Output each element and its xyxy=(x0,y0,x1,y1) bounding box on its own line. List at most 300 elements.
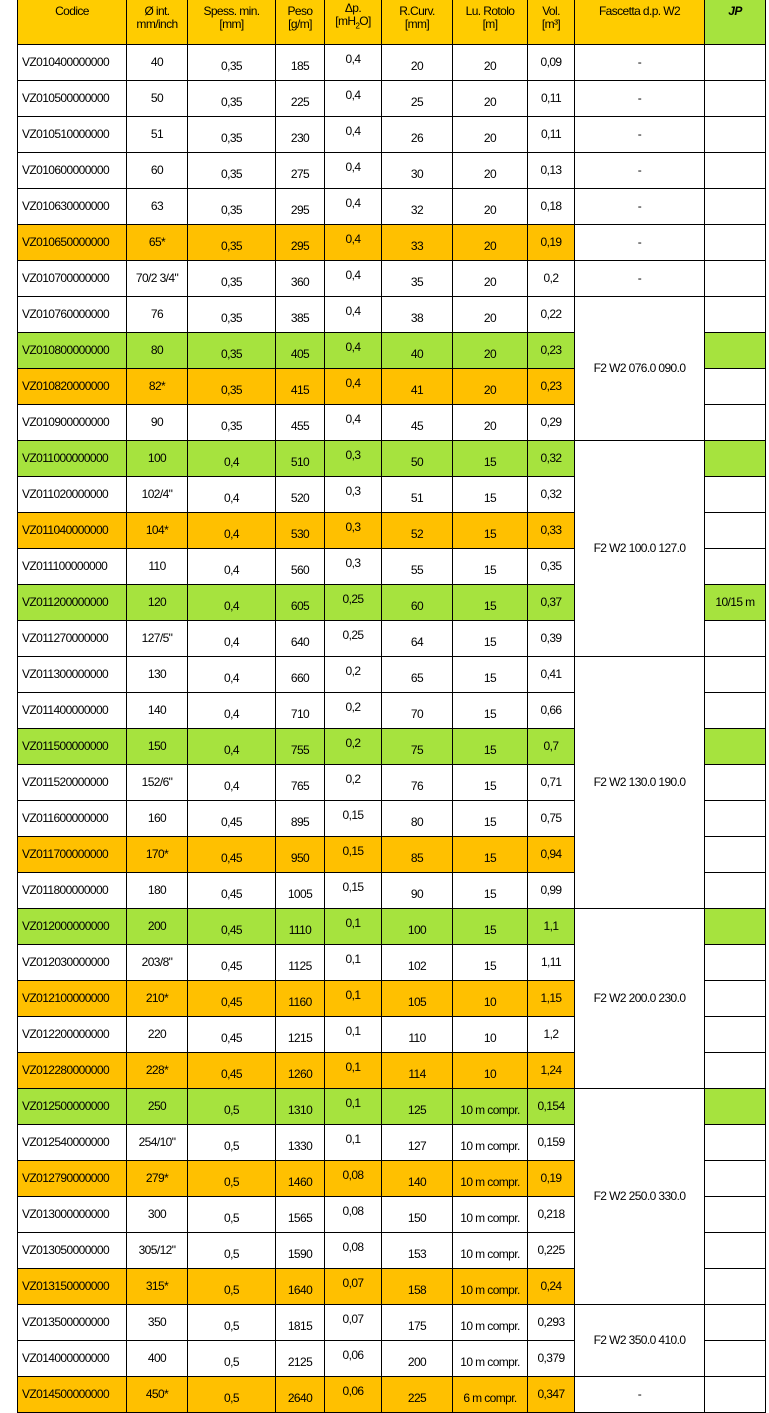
cell-fascetta: - xyxy=(575,189,705,225)
cell-codice: VZ010760000000 xyxy=(18,297,127,333)
cell-jp xyxy=(705,693,766,729)
cell-jp xyxy=(705,729,766,765)
cell-volume: 1,2 xyxy=(528,1017,575,1053)
cell-spessore: 0,35 xyxy=(188,153,276,189)
cell-delta-p: 0,25 xyxy=(325,585,382,621)
cell-diametro: 350 xyxy=(127,1305,188,1341)
cell-diametro: 40 xyxy=(127,45,188,81)
cell-spessore: 0,4 xyxy=(188,477,276,513)
cell-diametro: 90 xyxy=(127,405,188,441)
cell-delta-p: 0,08 xyxy=(325,1197,382,1233)
cell-codice: VZ010650000000 xyxy=(18,225,127,261)
cell-diametro: 305/12" xyxy=(127,1233,188,1269)
cell-volume: 0,154 xyxy=(528,1089,575,1125)
cell-delta-p: 0,1 xyxy=(325,1089,382,1125)
cell-codice: VZ010630000000 xyxy=(18,189,127,225)
cell-peso: 295 xyxy=(276,225,325,261)
cell-spessore: 0,5 xyxy=(188,1089,276,1125)
cell-diametro: 63 xyxy=(127,189,188,225)
cell-fascetta: - xyxy=(575,261,705,297)
cell-lunghezza-rotolo: 15 xyxy=(453,693,528,729)
header-delta-p: Δp. $[mH_2O]$ xyxy=(325,0,382,45)
cell-raggio-curvatura: 30 xyxy=(382,153,453,189)
cell-codice: VZ012100000000 xyxy=(18,981,127,1017)
cell-raggio-curvatura: 41 xyxy=(382,369,453,405)
cell-lunghezza-rotolo: 15 xyxy=(453,549,528,585)
cell-jp xyxy=(705,1161,766,1197)
cell-codice: VZ012540000000 xyxy=(18,1125,127,1161)
cell-delta-p: 0,15 xyxy=(325,873,382,909)
cell-peso: 1590 xyxy=(276,1233,325,1269)
cell-peso: 895 xyxy=(276,801,325,837)
cell-spessore: 0,5 xyxy=(188,1305,276,1341)
cell-peso: 275 xyxy=(276,153,325,189)
cell-delta-p: 0,06 xyxy=(325,1377,382,1413)
table-header-row xyxy=(18,0,766,45)
cell-lunghezza-rotolo: 15 xyxy=(453,621,528,657)
cell-lunghezza-rotolo: 10 m compr. xyxy=(453,1269,528,1305)
cell-peso: 1815 xyxy=(276,1305,325,1341)
cell-diametro: 120 xyxy=(127,585,188,621)
cell-jp xyxy=(705,369,766,405)
cell-delta-p: 0,07 xyxy=(325,1305,382,1341)
cell-delta-p: 0,4 xyxy=(325,225,382,261)
cell-lunghezza-rotolo: 10 xyxy=(453,1053,528,1089)
cell-delta-p: 0,1 xyxy=(325,945,382,981)
cell-delta-p: 0,3 xyxy=(325,513,382,549)
cell-lunghezza-rotolo: 15 xyxy=(453,909,528,945)
cell-codice: VZ014000000000 xyxy=(18,1341,127,1377)
cell-spessore: 0,4 xyxy=(188,657,276,693)
cell-peso: 510 xyxy=(276,441,325,477)
cell-peso: 405 xyxy=(276,333,325,369)
cell-lunghezza-rotolo: 15 xyxy=(453,945,528,981)
table-row xyxy=(18,81,766,117)
cell-lunghezza-rotolo: 20 xyxy=(453,369,528,405)
cell-raggio-curvatura: 105 xyxy=(382,981,453,1017)
cell-peso: 1215 xyxy=(276,1017,325,1053)
cell-peso: 455 xyxy=(276,405,325,441)
cell-lunghezza-rotolo: 10 m compr. xyxy=(453,1161,528,1197)
cell-diametro: 110 xyxy=(127,549,188,585)
cell-spessore: 0,4 xyxy=(188,729,276,765)
cell-codice: VZ011000000000 xyxy=(18,441,127,477)
cell-codice: VZ012500000000 xyxy=(18,1089,127,1125)
cell-jp xyxy=(705,945,766,981)
cell-lunghezza-rotolo: 15 xyxy=(453,441,528,477)
cell-peso: 295 xyxy=(276,189,325,225)
cell-codice: VZ010400000000 xyxy=(18,45,127,81)
cell-peso: 1310 xyxy=(276,1089,325,1125)
header-codice: Codice xyxy=(18,0,127,45)
cell-delta-p: 0,07 xyxy=(325,1269,382,1305)
cell-delta-p: 0,3 xyxy=(325,477,382,513)
cell-codice: VZ012790000000 xyxy=(18,1161,127,1197)
table-row xyxy=(18,261,766,297)
cell-jp xyxy=(705,837,766,873)
cell-jp xyxy=(705,1233,766,1269)
cell-codice: VZ011200000000 xyxy=(18,585,127,621)
cell-lunghezza-rotolo: 15 xyxy=(453,765,528,801)
cell-raggio-curvatura: 125 xyxy=(382,1089,453,1125)
cell-fascetta: F2 W2 250.0 330.0 xyxy=(575,1089,705,1305)
cell-diametro: 170* xyxy=(127,837,188,873)
cell-delta-p: 0,08 xyxy=(325,1233,382,1269)
cell-diametro: 82* xyxy=(127,369,188,405)
cell-fascetta: F2 W2 076.0 090.0 xyxy=(575,297,705,441)
cell-volume: 0,218 xyxy=(528,1197,575,1233)
cell-raggio-curvatura: 35 xyxy=(382,261,453,297)
cell-raggio-curvatura: 33 xyxy=(382,225,453,261)
cell-codice: VZ010900000000 xyxy=(18,405,127,441)
cell-raggio-curvatura: 158 xyxy=(382,1269,453,1305)
cell-diametro: 102/4" xyxy=(127,477,188,513)
cell-lunghezza-rotolo: 15 xyxy=(453,801,528,837)
table-row xyxy=(18,153,766,189)
cell-raggio-curvatura: 70 xyxy=(382,693,453,729)
cell-diametro: 76 xyxy=(127,297,188,333)
cell-fascetta: - xyxy=(575,81,705,117)
cell-diametro: 140 xyxy=(127,693,188,729)
cell-peso: 640 xyxy=(276,621,325,657)
cell-raggio-curvatura: 55 xyxy=(382,549,453,585)
cell-codice: VZ011300000000 xyxy=(18,657,127,693)
table-row xyxy=(18,45,766,81)
table-row xyxy=(18,1089,766,1125)
cell-raggio-curvatura: 76 xyxy=(382,765,453,801)
cell-volume: 1,24 xyxy=(528,1053,575,1089)
cell-diametro: 400 xyxy=(127,1341,188,1377)
cell-lunghezza-rotolo: 15 xyxy=(453,513,528,549)
cell-spessore: 0,4 xyxy=(188,549,276,585)
cell-codice: VZ011700000000 xyxy=(18,837,127,873)
cell-peso: 2125 xyxy=(276,1341,325,1377)
cell-lunghezza-rotolo: 20 xyxy=(453,333,528,369)
cell-spessore: 0,45 xyxy=(188,873,276,909)
cell-codice: VZ011270000000 xyxy=(18,621,127,657)
cell-volume: 0,71 xyxy=(528,765,575,801)
cell-diametro: 152/6" xyxy=(127,765,188,801)
cell-volume: 0,19 xyxy=(528,225,575,261)
cell-jp xyxy=(705,81,766,117)
cell-diametro: 50 xyxy=(127,81,188,117)
cell-diametro: 250 xyxy=(127,1089,188,1125)
cell-peso: 1005 xyxy=(276,873,325,909)
cell-spessore: 0,45 xyxy=(188,1053,276,1089)
cell-volume: 0,19 xyxy=(528,1161,575,1197)
cell-lunghezza-rotolo: 20 xyxy=(453,261,528,297)
cell-raggio-curvatura: 225 xyxy=(382,1377,453,1413)
cell-lunghezza-rotolo: 10 m compr. xyxy=(453,1089,528,1125)
cell-codice: VZ010700000000 xyxy=(18,261,127,297)
cell-spessore: 0,5 xyxy=(188,1377,276,1413)
header-volume: Vol. [m³] xyxy=(528,0,575,45)
product-table-container xyxy=(17,0,766,1413)
cell-jp xyxy=(705,261,766,297)
cell-jp xyxy=(705,477,766,513)
cell-diametro: 203/8" xyxy=(127,945,188,981)
cell-jp xyxy=(705,1377,766,1413)
table-row xyxy=(18,1305,766,1341)
cell-volume: 0,2 xyxy=(528,261,575,297)
header-jp: JP xyxy=(705,0,766,45)
cell-jp xyxy=(705,333,766,369)
cell-delta-p: 0,4 xyxy=(325,369,382,405)
cell-diametro: 150 xyxy=(127,729,188,765)
cell-diametro: 210* xyxy=(127,981,188,1017)
cell-fascetta: F2 W2 350.0 410.0 xyxy=(575,1305,705,1377)
cell-peso: 1160 xyxy=(276,981,325,1017)
cell-peso: 755 xyxy=(276,729,325,765)
cell-peso: 1460 xyxy=(276,1161,325,1197)
cell-lunghezza-rotolo: 10 m compr. xyxy=(453,1125,528,1161)
cell-diametro: 180 xyxy=(127,873,188,909)
cell-spessore: 0,5 xyxy=(188,1197,276,1233)
cell-raggio-curvatura: 51 xyxy=(382,477,453,513)
cell-delta-p: 0,1 xyxy=(325,1125,382,1161)
cell-volume: 0,39 xyxy=(528,621,575,657)
cell-diametro: 70/2 3/4" xyxy=(127,261,188,297)
cell-peso: 1330 xyxy=(276,1125,325,1161)
cell-codice: VZ010600000000 xyxy=(18,153,127,189)
table-row xyxy=(18,909,766,945)
cell-jp xyxy=(705,405,766,441)
cell-jp xyxy=(705,45,766,81)
cell-delta-p: 0,2 xyxy=(325,765,382,801)
cell-lunghezza-rotolo: 6 m compr. xyxy=(453,1377,528,1413)
cell-delta-p: 0,2 xyxy=(325,657,382,693)
cell-jp: 10/15 m xyxy=(705,585,766,621)
cell-peso: 185 xyxy=(276,45,325,81)
cell-raggio-curvatura: 64 xyxy=(382,621,453,657)
cell-raggio-curvatura: 90 xyxy=(382,873,453,909)
cell-delta-p: 0,1 xyxy=(325,1017,382,1053)
cell-volume: 0,11 xyxy=(528,81,575,117)
cell-lunghezza-rotolo: 10 xyxy=(453,1017,528,1053)
cell-volume: 0,66 xyxy=(528,693,575,729)
cell-raggio-curvatura: 40 xyxy=(382,333,453,369)
cell-peso: 1640 xyxy=(276,1269,325,1305)
cell-jp xyxy=(705,909,766,945)
cell-peso: 225 xyxy=(276,81,325,117)
cell-delta-p: 0,15 xyxy=(325,837,382,873)
cell-diametro: 450* xyxy=(127,1377,188,1413)
cell-codice: VZ013000000000 xyxy=(18,1197,127,1233)
cell-volume: 0,159 xyxy=(528,1125,575,1161)
header-fascetta: Fascetta d.p. W2 xyxy=(575,0,705,45)
cell-delta-p: 0,15 xyxy=(325,801,382,837)
cell-codice: VZ013050000000 xyxy=(18,1233,127,1269)
cell-peso: 385 xyxy=(276,297,325,333)
cell-peso: 710 xyxy=(276,693,325,729)
cell-fascetta: - xyxy=(575,153,705,189)
cell-volume: 0,41 xyxy=(528,657,575,693)
cell-spessore: 0,5 xyxy=(188,1341,276,1377)
cell-jp xyxy=(705,621,766,657)
cell-jp xyxy=(705,225,766,261)
cell-volume: 0,32 xyxy=(528,477,575,513)
cell-raggio-curvatura: 65 xyxy=(382,657,453,693)
cell-peso: 1565 xyxy=(276,1197,325,1233)
cell-jp xyxy=(705,1125,766,1161)
cell-spessore: 0,45 xyxy=(188,981,276,1017)
cell-diametro: 200 xyxy=(127,909,188,945)
cell-diametro: 80 xyxy=(127,333,188,369)
cell-peso: 520 xyxy=(276,477,325,513)
cell-lunghezza-rotolo: 15 xyxy=(453,477,528,513)
cell-volume: 0,22 xyxy=(528,297,575,333)
cell-raggio-curvatura: 114 xyxy=(382,1053,453,1089)
cell-lunghezza-rotolo: 20 xyxy=(453,81,528,117)
cell-delta-p: 0,08 xyxy=(325,1161,382,1197)
cell-jp xyxy=(705,981,766,1017)
cell-spessore: 0,4 xyxy=(188,441,276,477)
cell-jp xyxy=(705,1341,766,1377)
cell-peso: 660 xyxy=(276,657,325,693)
cell-codice: VZ010820000000 xyxy=(18,369,127,405)
cell-codice: VZ010800000000 xyxy=(18,333,127,369)
cell-jp xyxy=(705,801,766,837)
cell-raggio-curvatura: 50 xyxy=(382,441,453,477)
cell-volume: 1,11 xyxy=(528,945,575,981)
cell-raggio-curvatura: 52 xyxy=(382,513,453,549)
cell-lunghezza-rotolo: 15 xyxy=(453,873,528,909)
table-row xyxy=(18,189,766,225)
cell-peso: 1260 xyxy=(276,1053,325,1089)
cell-raggio-curvatura: 175 xyxy=(382,1305,453,1341)
cell-jp xyxy=(705,1089,766,1125)
cell-codice: VZ011800000000 xyxy=(18,873,127,909)
cell-delta-p: 0,4 xyxy=(325,189,382,225)
cell-delta-p: 0,2 xyxy=(325,729,382,765)
cell-raggio-curvatura: 25 xyxy=(382,81,453,117)
cell-jp xyxy=(705,549,766,585)
cell-spessore: 0,35 xyxy=(188,45,276,81)
cell-jp xyxy=(705,1305,766,1341)
cell-peso: 415 xyxy=(276,369,325,405)
cell-spessore: 0,5 xyxy=(188,1125,276,1161)
cell-lunghezza-rotolo: 20 xyxy=(453,297,528,333)
table-row xyxy=(18,1377,766,1413)
cell-codice: VZ011500000000 xyxy=(18,729,127,765)
cell-codice: VZ012200000000 xyxy=(18,1017,127,1053)
cell-fascetta: F2 W2 200.0 230.0 xyxy=(575,909,705,1089)
cell-raggio-curvatura: 200 xyxy=(382,1341,453,1377)
cell-volume: 0,09 xyxy=(528,45,575,81)
cell-volume: 0,225 xyxy=(528,1233,575,1269)
cell-codice: VZ010510000000 xyxy=(18,117,127,153)
cell-volume: 0,7 xyxy=(528,729,575,765)
header-spessore: Spess. min. [mm] xyxy=(188,0,276,45)
cell-diametro: 104* xyxy=(127,513,188,549)
cell-lunghezza-rotolo: 10 m compr. xyxy=(453,1197,528,1233)
cell-lunghezza-rotolo: 20 xyxy=(453,117,528,153)
cell-codice: VZ013150000000 xyxy=(18,1269,127,1305)
cell-volume: 0,347 xyxy=(528,1377,575,1413)
cell-volume: 0,293 xyxy=(528,1305,575,1341)
cell-diametro: 127/5" xyxy=(127,621,188,657)
cell-volume: 1,15 xyxy=(528,981,575,1017)
cell-codice: VZ012000000000 xyxy=(18,909,127,945)
cell-fascetta: F2 W2 100.0 127.0 xyxy=(575,441,705,657)
cell-codice: VZ011400000000 xyxy=(18,693,127,729)
header-lunghezza-rotolo: Lu. Rotolo [m] xyxy=(453,0,528,45)
cell-jp xyxy=(705,1197,766,1233)
cell-peso: 765 xyxy=(276,765,325,801)
cell-volume: 0,23 xyxy=(528,333,575,369)
cell-jp xyxy=(705,189,766,225)
cell-peso: 950 xyxy=(276,837,325,873)
cell-diametro: 60 xyxy=(127,153,188,189)
cell-spessore: 0,35 xyxy=(188,81,276,117)
cell-diametro: 160 xyxy=(127,801,188,837)
cell-raggio-curvatura: 110 xyxy=(382,1017,453,1053)
cell-volume: 0,18 xyxy=(528,189,575,225)
cell-raggio-curvatura: 20 xyxy=(382,45,453,81)
cell-codice: VZ011520000000 xyxy=(18,765,127,801)
cell-raggio-curvatura: 85 xyxy=(382,837,453,873)
cell-spessore: 0,5 xyxy=(188,1269,276,1305)
cell-peso: 2640 xyxy=(276,1377,325,1413)
cell-codice: VZ014500000000 xyxy=(18,1377,127,1413)
table-row xyxy=(18,117,766,153)
table-body xyxy=(18,45,766,1413)
cell-spessore: 0,45 xyxy=(188,1017,276,1053)
cell-delta-p: 0,1 xyxy=(325,1053,382,1089)
table-row xyxy=(18,657,766,693)
cell-lunghezza-rotolo: 20 xyxy=(453,153,528,189)
cell-raggio-curvatura: 80 xyxy=(382,801,453,837)
cell-volume: 0,379 xyxy=(528,1341,575,1377)
cell-volume: 1,1 xyxy=(528,909,575,945)
cell-jp xyxy=(705,1269,766,1305)
cell-lunghezza-rotolo: 10 m compr. xyxy=(453,1233,528,1269)
cell-spessore: 0,35 xyxy=(188,333,276,369)
cell-fascetta: - xyxy=(575,117,705,153)
cell-peso: 1110 xyxy=(276,909,325,945)
cell-lunghezza-rotolo: 15 xyxy=(453,657,528,693)
cell-diametro: 228* xyxy=(127,1053,188,1089)
cell-volume: 0,75 xyxy=(528,801,575,837)
cell-lunghezza-rotolo: 15 xyxy=(453,729,528,765)
cell-peso: 605 xyxy=(276,585,325,621)
cell-peso: 560 xyxy=(276,549,325,585)
product-table xyxy=(17,0,766,1413)
cell-volume: 0,13 xyxy=(528,153,575,189)
cell-codice: VZ011020000000 xyxy=(18,477,127,513)
cell-diametro: 130 xyxy=(127,657,188,693)
cell-delta-p: 0,25 xyxy=(325,621,382,657)
cell-lunghezza-rotolo: 10 xyxy=(453,981,528,1017)
cell-volume: 0,23 xyxy=(528,369,575,405)
cell-lunghezza-rotolo: 20 xyxy=(453,189,528,225)
cell-delta-p: 0,4 xyxy=(325,45,382,81)
cell-peso: 360 xyxy=(276,261,325,297)
cell-lunghezza-rotolo: 15 xyxy=(453,837,528,873)
cell-jp xyxy=(705,441,766,477)
cell-spessore: 0,4 xyxy=(188,513,276,549)
cell-raggio-curvatura: 102 xyxy=(382,945,453,981)
cell-codice: VZ012280000000 xyxy=(18,1053,127,1089)
cell-spessore: 0,5 xyxy=(188,1233,276,1269)
cell-raggio-curvatura: 153 xyxy=(382,1233,453,1269)
cell-spessore: 0,45 xyxy=(188,837,276,873)
cell-spessore: 0,35 xyxy=(188,117,276,153)
cell-volume: 0,33 xyxy=(528,513,575,549)
cell-diametro: 100 xyxy=(127,441,188,477)
cell-volume: 0,24 xyxy=(528,1269,575,1305)
cell-spessore: 0,4 xyxy=(188,621,276,657)
